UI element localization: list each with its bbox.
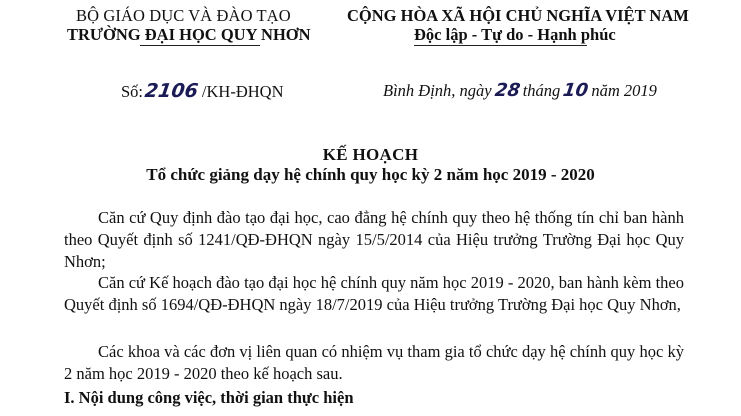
body-paragraph-2: Căn cứ Kế hoạch đào tạo đại học hệ chính quy năm học 2019 - 2020, ban hành kèm theo Quyết định số 1694/QĐ-ĐHQN ngày 18/7/2019 của Hiệu trưởng Trường Đại học Quy Nhơn, [64,273,684,314]
section-heading-1: I. Nội dung công việc, thời gian thực hiện [64,388,354,407]
header-right-underline [414,45,587,46]
date-year: năm 2019 [591,81,657,100]
document-title: KẾ HOẠCH [322,145,419,164]
national-title: CỘNG HÒA XÃ HỘI CHỦ NGHĨA VIỆT NAM [347,6,689,25]
handwritten-day: 28 [493,80,522,101]
body-paragraph-1: Căn cứ Quy định đào tạo đại học, cao đẳng hệ chính quy theo hệ thống tín chỉ ban hành theo Quyết định số 1241/QĐ-ĐHQN ngày 15/5/2014 của Hiệu trưởng Trường Đại học Quy Nhơn; [64,208,684,271]
document-number [121,80,283,102]
issuing-ministry: BỘ GIÁO DỤC VÀ ĐÀO TẠO [76,6,291,25]
handwritten-month: 10 [561,80,590,101]
issuing-university: TRƯỜNG ĐẠI HỌC QUY NHƠN [67,25,311,44]
date-month-label: tháng [522,81,561,100]
document-date [383,80,657,101]
body-paragraph-3: Các khoa và các đơn vị liên quan có nhiệm vụ tham gia tổ chức dạy hệ chính quy học kỳ 2 năm học 2019 - 2020 theo kế hoạch sau. [64,342,684,383]
document-number-prefix: Số: [121,82,144,101]
handwritten-number: 2106 [143,80,200,102]
header-left-underline [140,45,260,46]
national-motto: Độc lập - Tự do - Hạnh phúc [414,25,616,44]
document-subtitle: Tổ chức giảng dạy hệ chính quy học kỳ 2 năm học 2019 - 2020 [146,165,595,184]
date-place-prefix: Bình Định, ngày [383,81,492,100]
document-number-suffix: /KH-ĐHQN [201,82,284,101]
